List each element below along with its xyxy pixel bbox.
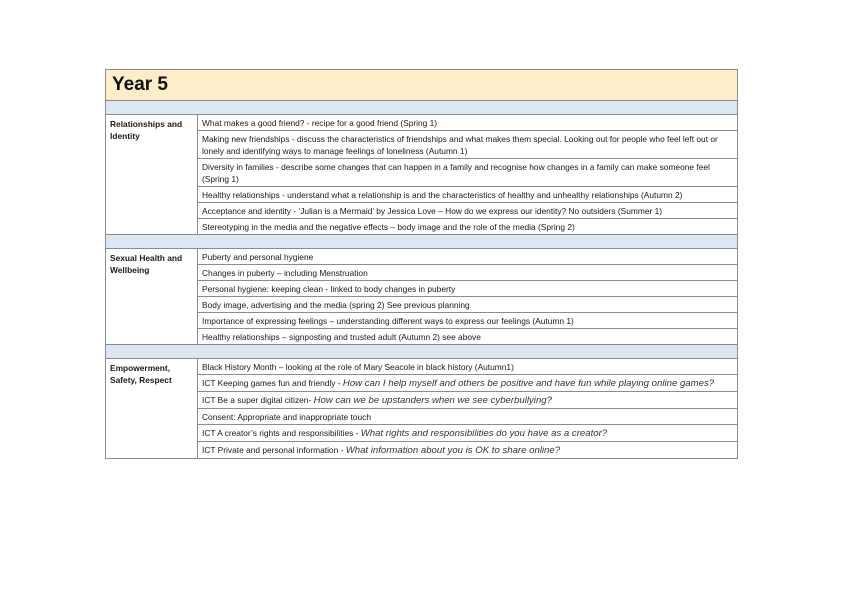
topic-cell (198, 392, 738, 409)
topic-text: Personal hygiene: keeping clean - linked to body changes in puberty (202, 283, 456, 294)
table-row (106, 219, 738, 235)
table-row (106, 159, 738, 187)
topic-text: Consent: Appropriate and inappropriate touch (202, 411, 372, 422)
topic-question: What information about you is OK to share online? (345, 444, 561, 456)
topic-cell (198, 329, 738, 345)
table-row (106, 442, 738, 459)
topic-cell (198, 187, 738, 203)
topic-cell (198, 159, 738, 187)
table-row (106, 297, 738, 313)
table-row (106, 313, 738, 329)
section-spacer (106, 101, 738, 115)
topic-text: Making new friendships - discuss the characteristics of friendships and what makes them special. Looking out for people who feel left out or lonely and identifying ways to manage feelings of loneliness (Autumn 1) (202, 133, 718, 156)
topic-text: Diversity in families - describe some changes that can happen in a family and recognise how changes in a family can make someone feel (Spring 1) (202, 161, 710, 184)
topic-cell (198, 115, 738, 131)
section-category: Sexual Health and Wellbeing (106, 249, 198, 345)
curriculum-sheet (105, 69, 737, 459)
table-row (106, 249, 738, 265)
table-row (106, 265, 738, 281)
section-spacer-row (106, 235, 738, 249)
table-row (106, 392, 738, 409)
table-row (106, 329, 738, 345)
topic-text: What makes a good friend? - recipe for a good friend (Spring 1) (202, 117, 438, 128)
section-spacer (106, 345, 738, 359)
topic-text: Stereotyping in the media and the negative effects – body image and the role of the media (Spring 2) (202, 221, 575, 232)
topic-cell (198, 313, 738, 329)
topic-question: What rights and responsibilities do you have as a creator? (360, 427, 608, 439)
table-row (106, 203, 738, 219)
topic-cell (198, 203, 738, 219)
topic-text: Puberty and personal hygiene (202, 251, 314, 262)
section-category: Relationships and Identity (106, 115, 198, 235)
topic-cell (198, 219, 738, 235)
section-spacer-row (106, 345, 738, 359)
table-row (106, 359, 738, 375)
topic-text: ICT Keeping games fun and friendly - (202, 377, 343, 388)
table-row (106, 409, 738, 425)
topic-text: Body image, advertising and the media (spring 2) See previous planning (202, 299, 470, 310)
topic-text: Healthy relationships – signposting and trusted adult (Autumn 2) see above (202, 331, 481, 342)
topic-text: Changes in puberty – including Menstruation (202, 267, 368, 278)
topic-cell (198, 131, 738, 159)
section-category: Empowerment, Safety, Respect (106, 359, 198, 459)
section-spacer-row (106, 101, 738, 115)
table-row (106, 115, 738, 131)
table-row (106, 187, 738, 203)
topic-cell (198, 425, 738, 442)
title-row (106, 70, 738, 101)
topic-cell (198, 281, 738, 297)
topic-cell (198, 442, 738, 459)
topic-cell (198, 297, 738, 313)
table-row (106, 131, 738, 159)
topic-text: Importance of expressing feelings – understanding different ways to express our feelings (Autumn 1) (202, 315, 574, 326)
table-row (106, 375, 738, 392)
topic-text: Healthy relationships - understand what a relationship is and the characteristics of healthy and unhealthy relationships (Autumn 2) (202, 189, 683, 200)
section-spacer (106, 235, 738, 249)
topic-question: How can I help myself and others be positive and have fun while playing online games? (342, 377, 715, 389)
curriculum-table (105, 69, 738, 459)
topic-text: Black History Month – looking at the role of Mary Seacole in black history (Autumn1) (202, 361, 514, 372)
topic-cell (198, 359, 738, 375)
topic-question: How can we be upstanders when we see cyberbullying? (313, 394, 552, 406)
topic-text: ICT A creator’s rights and responsibilities - (202, 427, 361, 438)
topic-cell (198, 375, 738, 392)
table-row (106, 425, 738, 442)
topic-text: ICT Private and personal information - (202, 444, 346, 455)
curriculum-table-body (106, 70, 738, 459)
topic-text: Acceptance and identity - ‘Julian is a Mermaid’ by Jessica Love – How do we express our identity? No outsiders (Summer 1) (202, 205, 663, 216)
topic-cell (198, 265, 738, 281)
topic-cell (198, 409, 738, 425)
topic-cell (198, 249, 738, 265)
table-row (106, 281, 738, 297)
topic-text: ICT Be a super digital citizen- (202, 394, 314, 405)
page-title: Year 5 (106, 70, 738, 101)
